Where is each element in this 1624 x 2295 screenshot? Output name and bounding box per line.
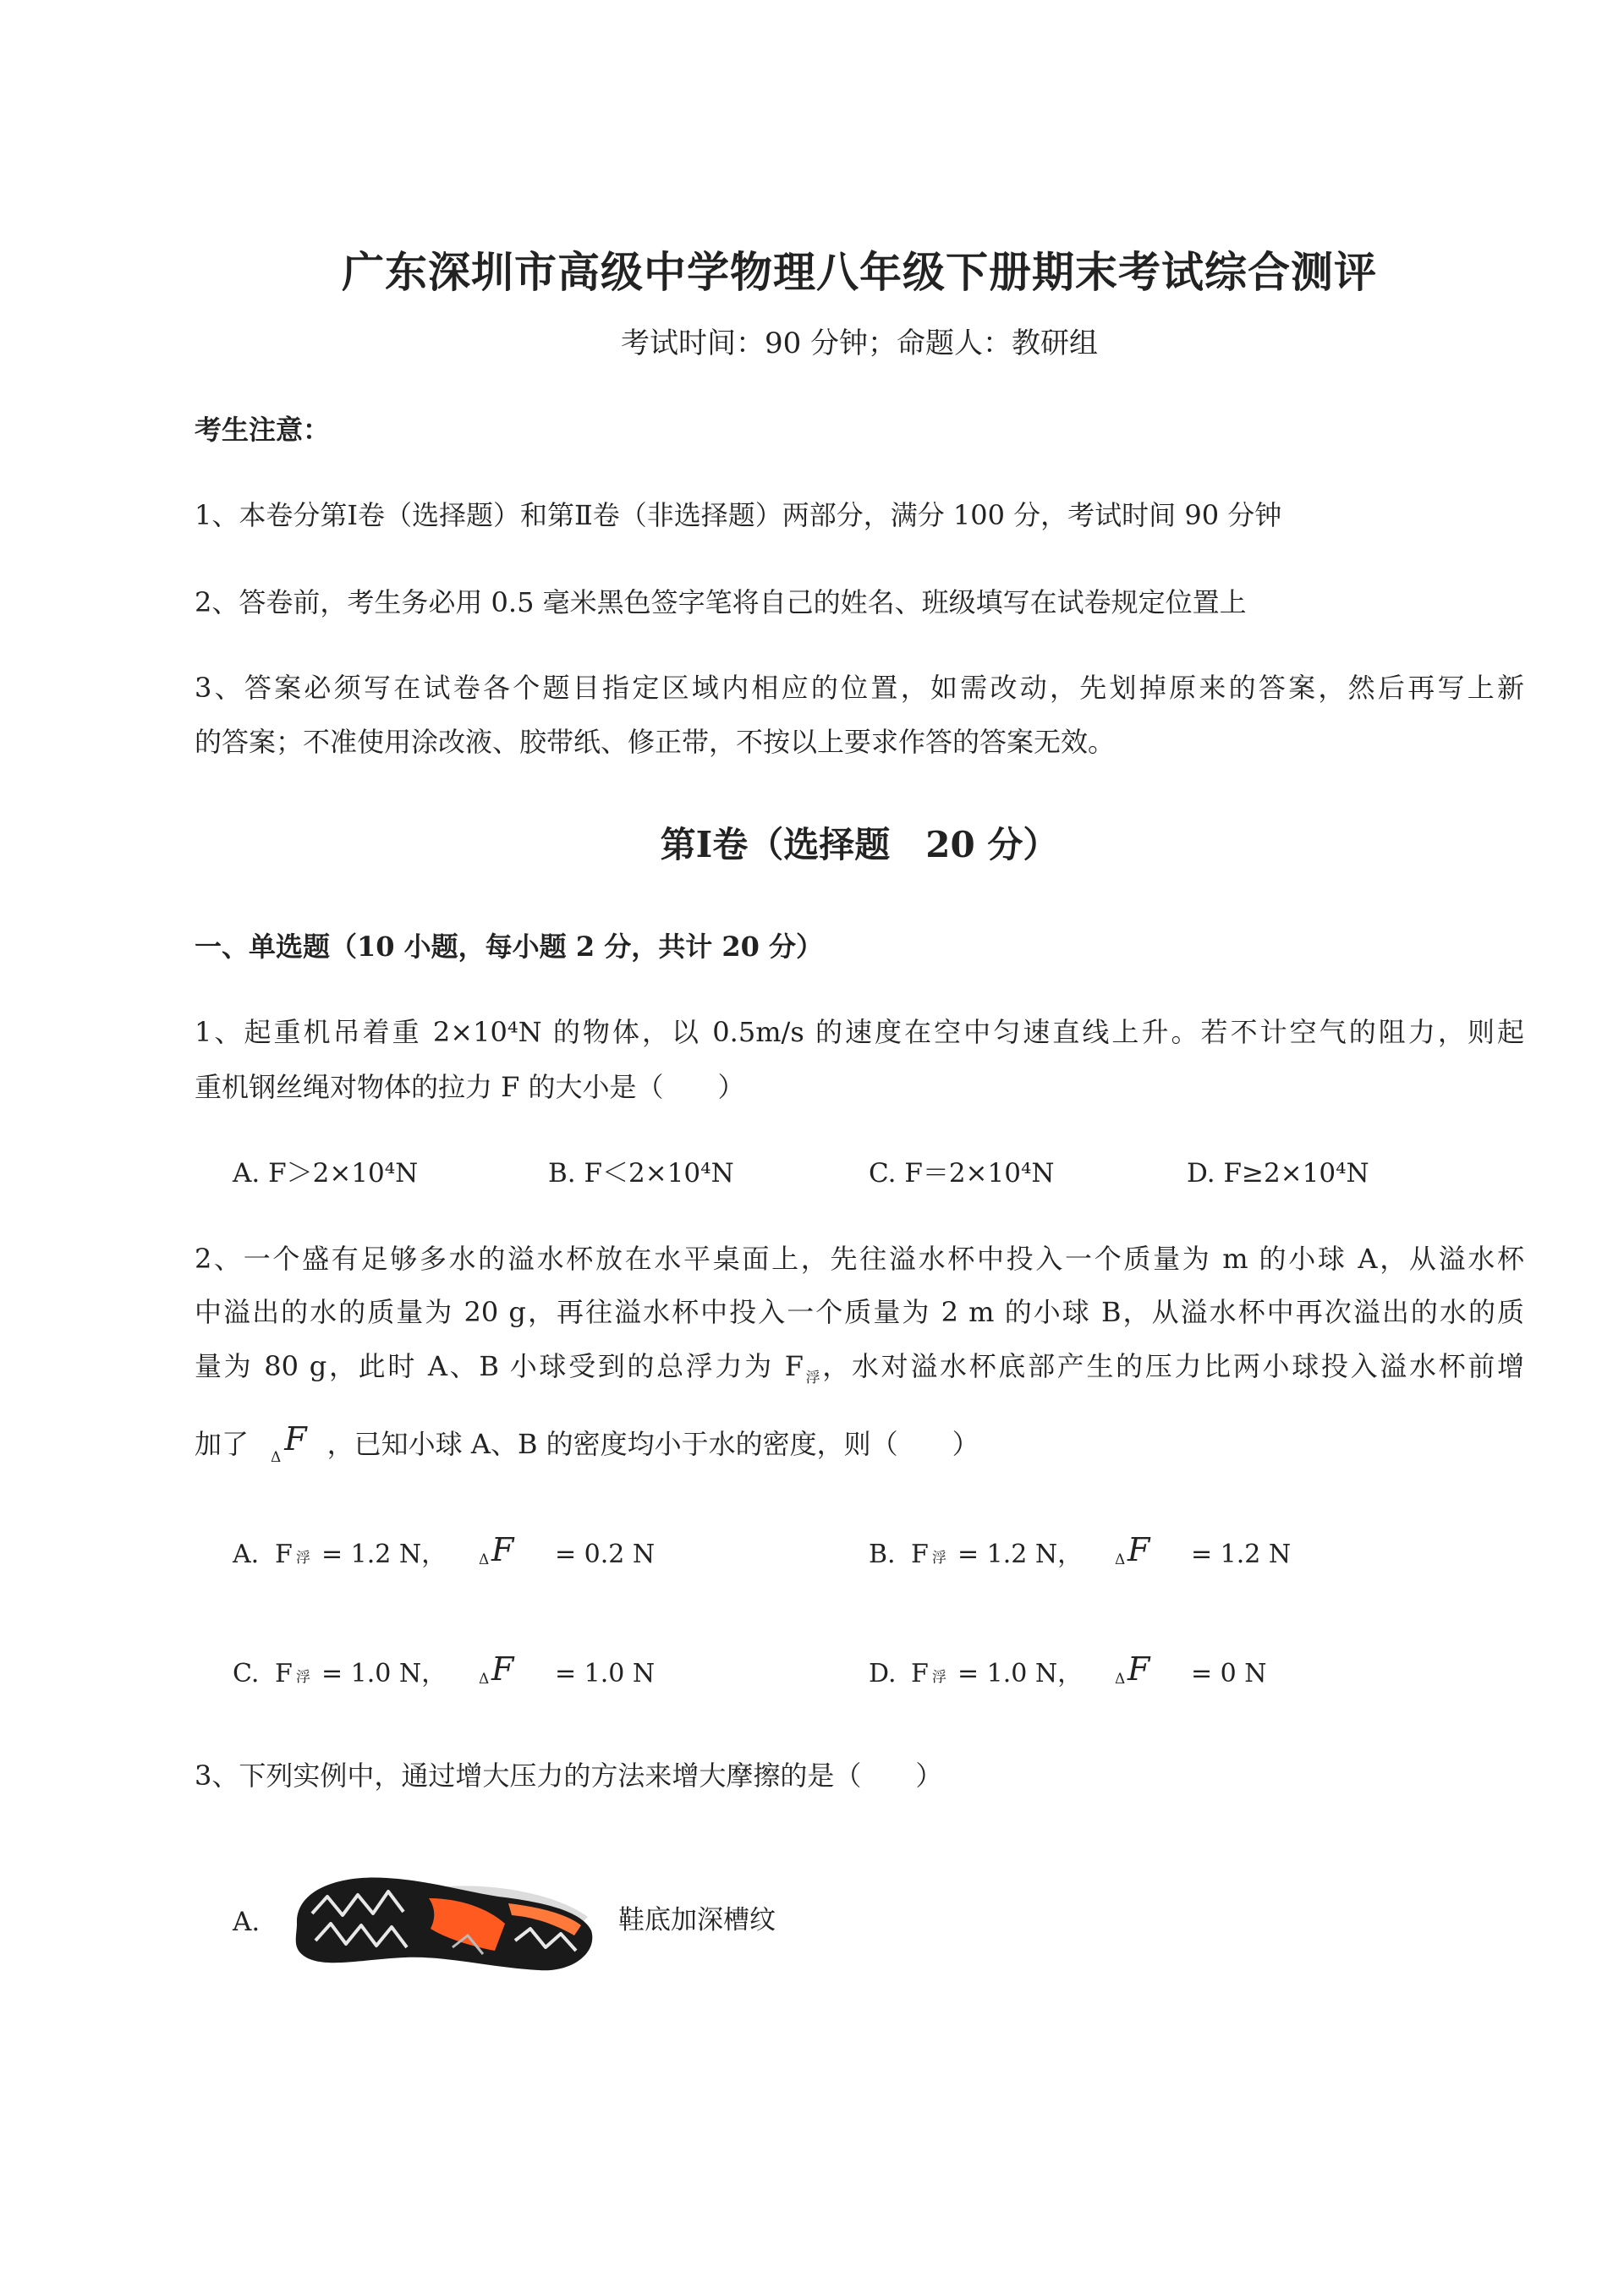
buoyancy-value: = 1.0 N， — [957, 1659, 1084, 1688]
exam-title: 广东深圳市高级中学物理八年级下册期末考试综合测评 — [342, 247, 1377, 297]
question-3-option-a-label: A. — [233, 1907, 261, 1937]
force-symbol: F — [275, 1540, 293, 1569]
delta-variable: F — [284, 1420, 307, 1458]
buoyancy-subscript: 浮 — [932, 1669, 946, 1686]
pressure-change-value: = 1.0 N — [555, 1659, 656, 1688]
exam-subtitle: 考试时间：90 分钟；命题人：教研组 — [620, 327, 1099, 360]
pressure-change-value: = 0 N — [1191, 1659, 1267, 1688]
question-1-option-a: A. F＞2×10⁴N — [233, 1158, 419, 1189]
question-3-option-a-text: 鞋底加深槽纹 — [618, 1905, 776, 1935]
delta-symbol: Δ — [479, 1551, 490, 1568]
buoyancy-subscript: 浮 — [296, 1669, 310, 1686]
force-symbol: F — [911, 1659, 929, 1688]
question-1-option-d: D. F≥2×10⁴N — [1187, 1158, 1369, 1189]
question-2-line-2: 中溢出的水的质量为 20 g，再往溢水杯中投入一个质量为 2 m 的小球 B，从溢水杯中再次溢出的水的质 — [195, 1296, 1524, 1328]
option-label: D. — [869, 1659, 897, 1688]
shoe-sole-image — [287, 1863, 596, 1981]
buoyancy-value: = 1.0 N， — [321, 1659, 447, 1688]
question-1-option-b: B. F＜2×10⁴N — [548, 1158, 734, 1189]
pressure-change-value: = 1.2 N — [1191, 1540, 1292, 1569]
buoyancy-value: = 1.2 N， — [957, 1540, 1084, 1569]
delta-variable: F — [491, 1531, 514, 1568]
part-1-heading: 第Ⅰ卷（选择题 20 分） — [660, 824, 1059, 865]
delta-variable: F — [491, 1650, 514, 1688]
buoyancy-subscript: 浮 — [803, 1370, 823, 1386]
delta-variable: F — [1127, 1650, 1150, 1688]
delta-symbol: Δ — [1115, 1551, 1126, 1568]
question-3-line-1: 3、下列实例中，通过增大压力的方法来增大摩擦的是（ ） — [195, 1760, 943, 1792]
question-2-option-c — [233, 1649, 825, 1699]
buoyancy-value: = 1.2 N， — [321, 1540, 447, 1569]
question-2-line-3 — [195, 1349, 1524, 1386]
question-1-line-2: 重机钢丝绳对物体的拉力 F 的大小是（ ） — [195, 1071, 745, 1103]
notice-item-3-line-1: 3、答案必须写在试卷各个题目指定区域内相应的位置，如需改动，先划掉原来的答案，然后再写上新 — [195, 672, 1524, 704]
option-label: C. — [233, 1659, 260, 1688]
buoyancy-subscript: 浮 — [932, 1550, 946, 1567]
question-2-line-4-rest: ，已知小球 A、B 的密度均小于水的密度，则（ ） — [326, 1428, 979, 1460]
question-2-option-a — [233, 1529, 825, 1580]
question-2-line-3-rest: ，水对溢水杯底部产生的压力比两小球投入溢水杯前增 — [822, 1350, 1524, 1382]
force-symbol: F — [911, 1540, 929, 1569]
question-1-line-1: 1、起重机吊着重 2×10⁴N 的物体，以 0.5m/s 的速度在空中匀速直线上升。若不计空气的阻力，则起 — [195, 1016, 1524, 1048]
delta-symbol: Δ — [479, 1671, 490, 1688]
delta-symbol: Δ — [1115, 1671, 1126, 1688]
notice-item-1: 1、本卷分第Ⅰ卷（选择题）和第Ⅱ卷（非选择题）两部分，满分 100 分，考试时间 90 分钟 — [195, 499, 1282, 531]
notice-item-3-line-2: 的答案；不准使用涂改液、胶带纸、修正带，不按以上要求作答的答案无效。 — [195, 726, 1116, 758]
delta-variable: F — [1127, 1531, 1150, 1568]
pressure-change-value: = 0.2 N — [555, 1540, 656, 1569]
question-1-option-c: C. F＝2×10⁴N — [869, 1158, 1055, 1189]
section-1-heading: 一、单选题（10 小题，每小题 2 分，共计 20 分） — [195, 931, 824, 963]
question-2-line-4 — [195, 1418, 1524, 1466]
buoyancy-subscript: 浮 — [296, 1550, 310, 1567]
delta-symbol: Δ — [271, 1449, 282, 1466]
question-2-option-d — [869, 1649, 1461, 1699]
question-2-option-b — [869, 1529, 1461, 1580]
notice-item-2: 2、答卷前，考生务必用 0.5 毫米黑色签字笔将自己的姓名、班级填写在试卷规定位置上 — [195, 586, 1247, 618]
notice-heading: 考生注意： — [195, 414, 331, 446]
question-2-line-4-text: 加了 — [195, 1428, 250, 1460]
option-label: A. — [233, 1540, 260, 1569]
force-symbol: F — [275, 1659, 293, 1688]
question-2-line-1: 2、一个盛有足够多水的溢水杯放在水平桌面上，先往溢水杯中投入一个质量为 m 的小球 A，从溢水杯 — [195, 1243, 1524, 1275]
question-2-line-3-text: 量为 80 g，此时 A、B 小球受到的总浮力为 F — [195, 1350, 804, 1382]
option-label: B. — [869, 1540, 896, 1569]
